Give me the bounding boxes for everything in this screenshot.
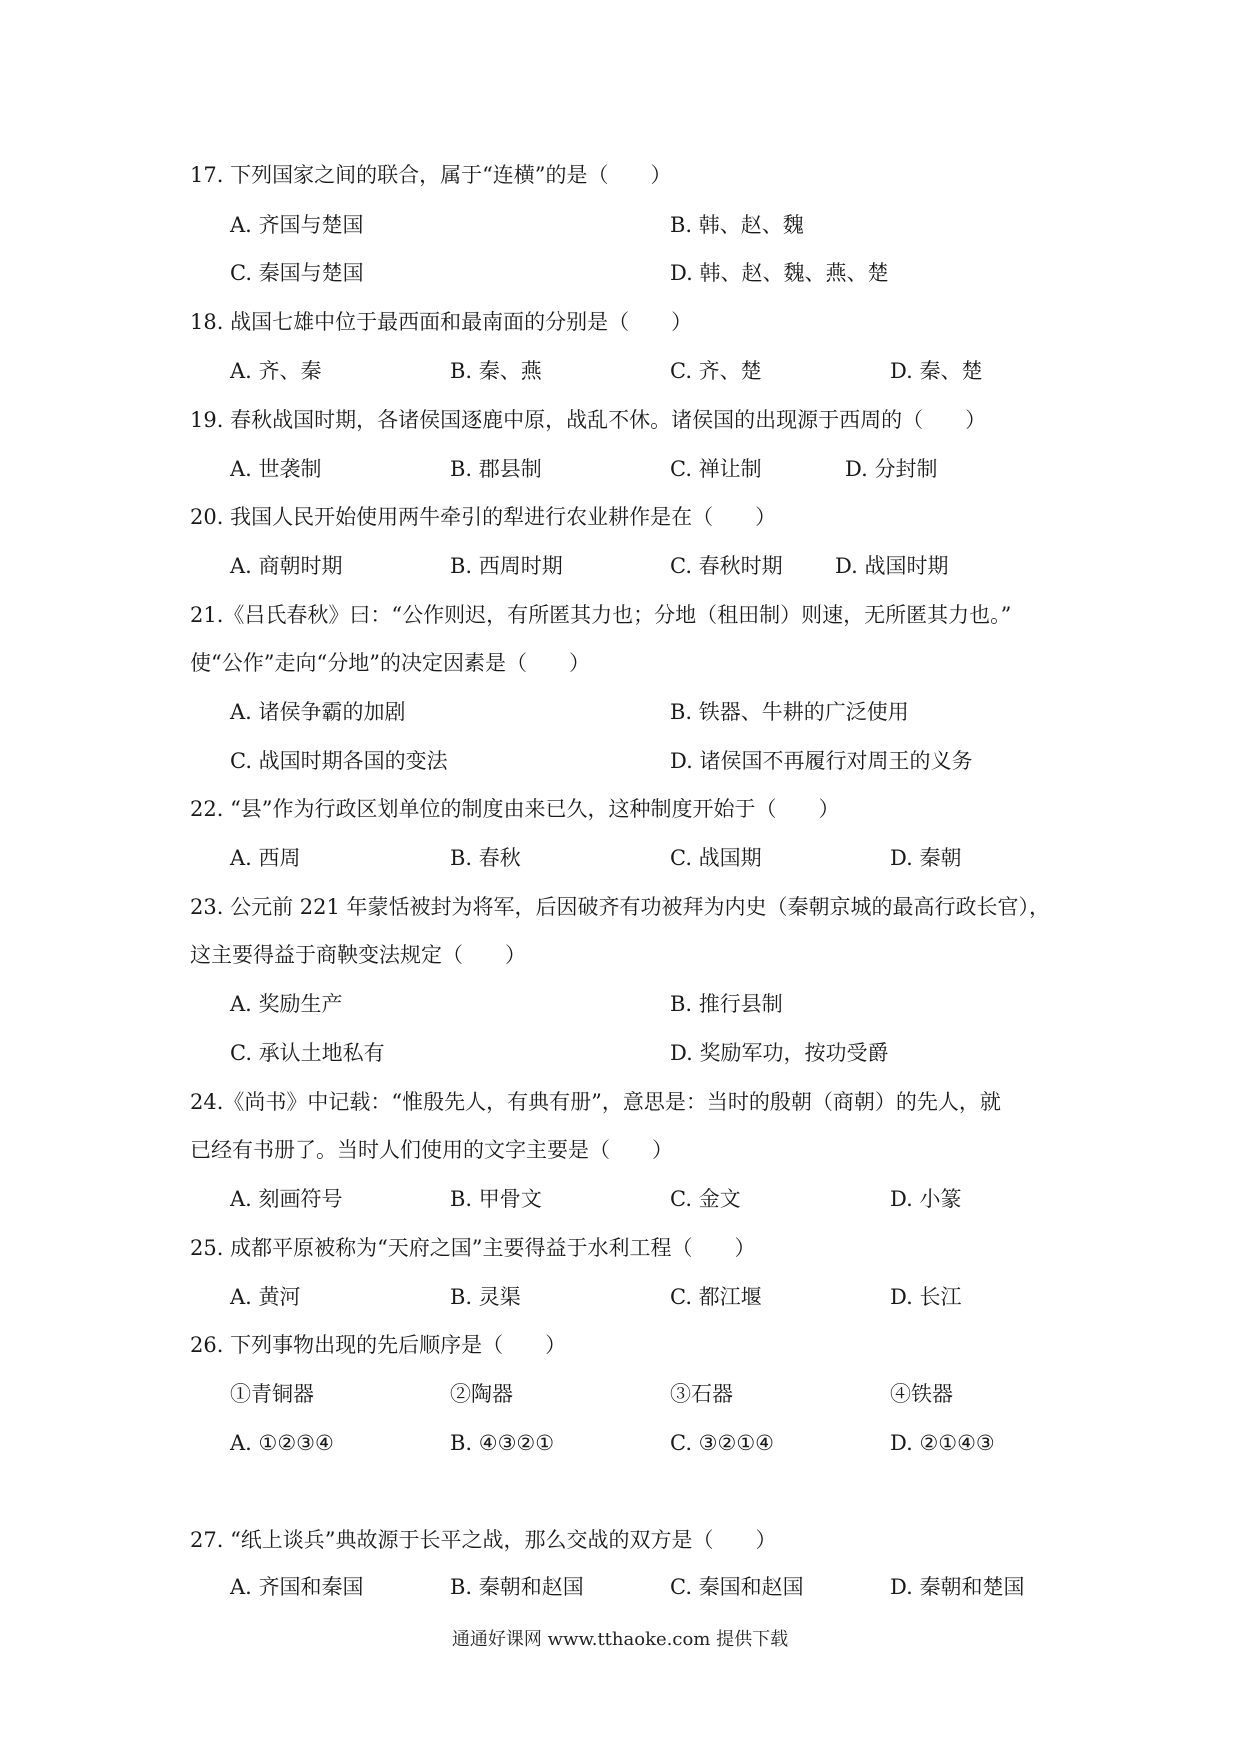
option-d: D. 韩、赵、魏、燕、楚 (670, 261, 889, 285)
options-row (0, 1277, 1240, 1317)
option-c: C. 都江堰 (670, 1285, 762, 1309)
option-d: D. 奖励军功，按功受爵 (670, 1041, 889, 1065)
option-d: D. 诸侯国不再履行对周王的义务 (670, 749, 973, 773)
option-a: A. ①②③④ (230, 1431, 334, 1455)
option-b: B. ④③②① (450, 1431, 555, 1455)
options-row (0, 692, 1240, 732)
question-25 (0, 1228, 1240, 1268)
question-stem: 17. 下列国家之间的联合，属于“连横”的是（ ） (190, 163, 672, 187)
option-b: B. 秦朝和赵国 (450, 1575, 584, 1599)
option-a: A. 齐、秦 (230, 359, 322, 383)
option-c: C. 禅让制 (670, 457, 762, 481)
option-a: A. 齐国与楚国 (230, 213, 364, 237)
item-3: ③石器 (670, 1382, 733, 1406)
question-stem: 19. 春秋战国时期，各诸侯国逐鹿中原，战乱不休。诸侯国的出现源于西周的（ ） (190, 408, 987, 432)
option-b: B. 韩、赵、魏 (670, 213, 804, 237)
option-c: C. 金文 (670, 1187, 741, 1211)
option-c: C. 战国期 (670, 846, 762, 870)
question-21 (0, 595, 1240, 635)
question-stem-continued: 这主要得益于商鞅变法规定（ ） (190, 943, 526, 967)
options-row (0, 449, 1240, 489)
option-d: D. 长江 (890, 1285, 962, 1309)
option-c: C. 齐、楚 (670, 359, 762, 383)
option-d: D. 秦朝和楚国 (890, 1575, 1025, 1599)
option-b: B. 郡县制 (450, 457, 542, 481)
option-d: D. 秦朝 (890, 846, 962, 870)
question-17 (0, 155, 1240, 195)
options-row (0, 351, 1240, 391)
options-row (0, 546, 1240, 586)
option-b: B. 灵渠 (450, 1285, 521, 1309)
item-4: ④铁器 (890, 1382, 953, 1406)
question-18 (0, 302, 1240, 342)
options-row (0, 741, 1240, 781)
question-20 (0, 497, 1240, 537)
options-row (0, 1567, 1240, 1607)
option-d: D. ②①④③ (890, 1431, 995, 1455)
question-24 (0, 1082, 1240, 1122)
option-b: B. 西周时期 (450, 554, 563, 578)
option-a: A. 诸侯争霸的加剧 (230, 700, 406, 724)
question-stem: 20. 我国人民开始使用两牛牵引的犁进行农业耕作是在（ ） (190, 505, 777, 529)
options-row (0, 1423, 1240, 1463)
option-a: A. 刻画符号 (230, 1187, 343, 1211)
question-stem: 24.《尚书》中记载：“惟殷先人，有典有册”，意思是：当时的殷朝（商朝）的先人，就 (190, 1090, 1001, 1114)
question-23-cont (0, 935, 1240, 975)
question-stem-continued: 使“公作”走向“分地”的决定因素是（ ） (190, 651, 590, 675)
option-a: A. 西周 (230, 846, 301, 870)
question-22 (0, 789, 1240, 829)
question-stem: 18. 战国七雄中位于最西面和最南面的分别是（ ） (190, 310, 693, 334)
option-b: B. 甲骨文 (450, 1187, 542, 1211)
question-stem-continued: 已经有书册了。当时人们使用的文字主要是（ ） (190, 1138, 673, 1162)
option-c: C. 秦国和赵国 (670, 1575, 804, 1599)
option-a: A. 奖励生产 (230, 992, 343, 1016)
option-c: C. 秦国与楚国 (230, 261, 364, 285)
option-a: A. 世袭制 (230, 457, 322, 481)
option-c: C. ③②①④ (670, 1431, 774, 1455)
options-row (0, 205, 1240, 245)
option-a: A. 齐国和秦国 (230, 1575, 364, 1599)
option-c: C. 承认土地私有 (230, 1041, 385, 1065)
options-row (0, 838, 1240, 878)
option-a: A. 商朝时期 (230, 554, 343, 578)
options-row (0, 253, 1240, 293)
option-a: A. 黄河 (230, 1285, 301, 1309)
items-row (0, 1374, 1240, 1414)
question-stem: 23. 公元前 221 年蒙恬被封为将军，后因破齐有功被拜为内史（秦朝京城的最高行政长官）， (190, 895, 1051, 919)
options-row (0, 984, 1240, 1024)
option-d: D. 秦、楚 (890, 359, 983, 383)
option-b: B. 秦、燕 (450, 359, 542, 383)
page-footer: 通通好课网 www.tthaoke.com 提供下载 (451, 1629, 789, 1650)
item-2: ②陶器 (450, 1382, 513, 1406)
question-19 (0, 400, 1240, 440)
question-stem: 26. 下列事物出现的先后顺序是（ ） (190, 1333, 567, 1357)
question-24-cont (0, 1130, 1240, 1170)
options-row (0, 1179, 1240, 1219)
option-d: D. 小篆 (890, 1187, 962, 1211)
question-stem: 25. 成都平原被称为“天府之国”主要得益于水利工程（ ） (190, 1236, 756, 1260)
options-row (0, 1033, 1240, 1073)
option-c: C. 战国时期各国的变法 (230, 749, 448, 773)
option-c: C. 春秋时期 (670, 554, 783, 578)
question-21-cont (0, 643, 1240, 683)
item-1: ①青铜器 (230, 1382, 314, 1406)
option-b: B. 春秋 (450, 846, 521, 870)
question-27 (0, 1520, 1240, 1560)
option-d: D. 分封制 (845, 457, 938, 481)
option-b: B. 铁器、牛耕的广泛使用 (670, 700, 909, 724)
question-stem: 22. “县”作为行政区划单位的制度由来已久，这种制度开始于（ ） (190, 797, 840, 821)
question-stem: 21.《吕氏春秋》曰：“公作则迟，有所匿其力也；分地（租田制）则速，无所匿其力也。” (190, 603, 1012, 627)
question-23 (0, 887, 1240, 927)
option-b: B. 推行县制 (670, 992, 783, 1016)
question-stem: 27. “纸上谈兵”典故源于长平之战，那么交战的双方是（ ） (190, 1528, 777, 1552)
option-d: D. 战国时期 (835, 554, 949, 578)
question-26 (0, 1325, 1240, 1365)
